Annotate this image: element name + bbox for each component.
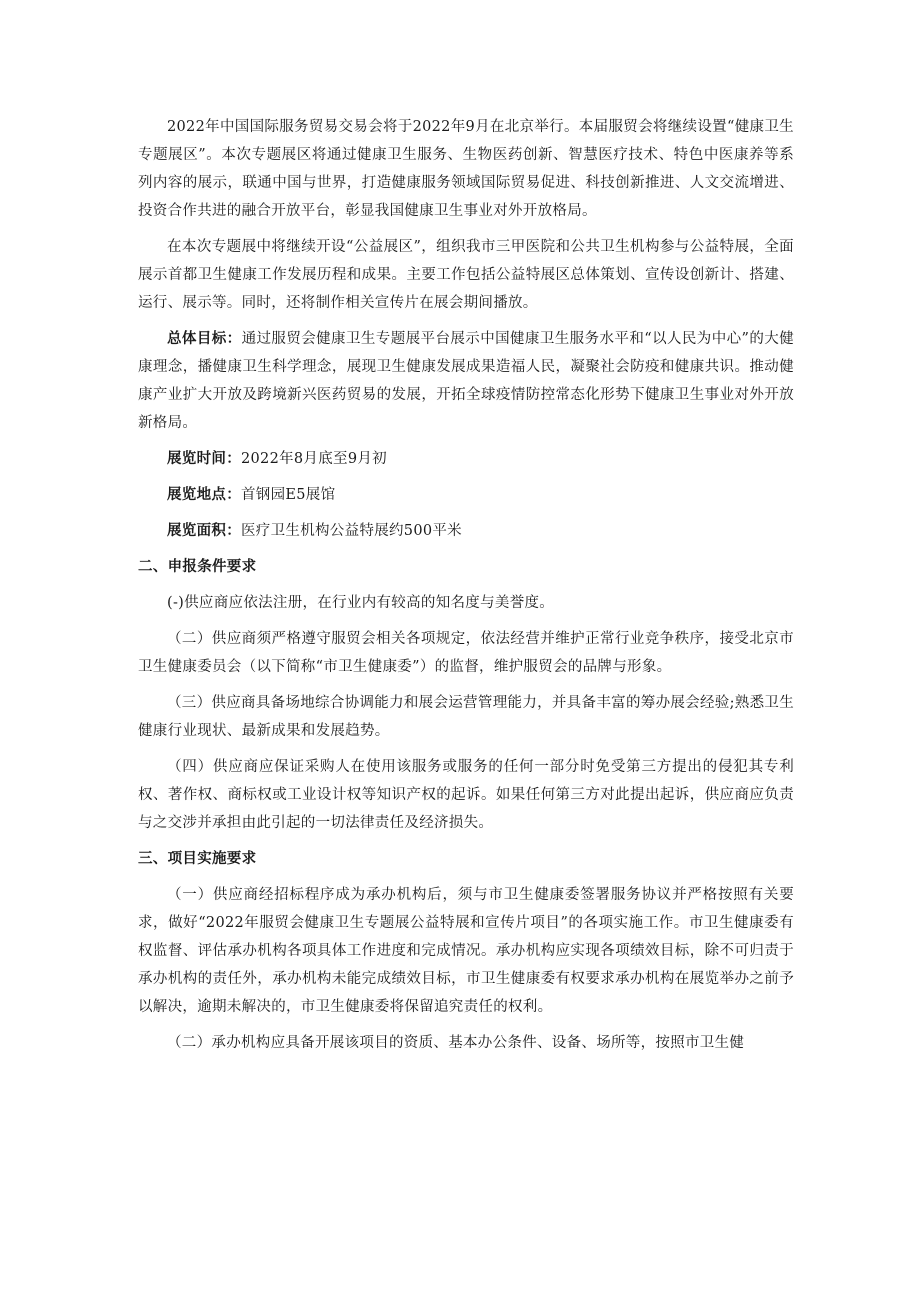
- requirement-item: （三）供应商具备场地综合协调能力和展会运营管理能力，并具备丰富的筹办展会经验;熟悉卫生健康行业现状、最新成果和发展趋势。: [138, 695, 794, 739]
- intro-paragraph-2: 在本次专题展中将继续开设“公益展区”，组织我市三甲医院和公共卫生机构参与公益特展，全面展示首都卫生健康工作发展历程和成果。主要工作包括公益特展区总体策划、宣传设创新计、搭建、运行、展示等。同时，还将制作相关宣传片在展会期间播放。: [138, 239, 794, 311]
- implementation-item: （一）供应商经招标程序成为承办机构后，须与市卫生健康委签署服务协议并严格按照有关要求，做好“2022年服贸会健康卫生专题展公益特展和宣传片项目”的各项实施工作。市卫生健康委有权监督、评估承办机构各项具体工作进度和完成情况。承办机构应实现各项绩效目标，除不可归责于承办机构的责任外，承办机构未能完成绩效目标，市卫生健康委有权要求承办机构在展览举办之前予以解决，逾期未解决的，市卫生健康委将保留追究责任的权利。: [138, 887, 794, 1015]
- place-paragraph: [138, 481, 794, 509]
- requirement-item: (-)供应商应依法注册，在行业内有较高的知名度与美誉度。: [167, 595, 555, 611]
- section-heading-requirements: 二、申报条件要求: [138, 558, 257, 575]
- goal-label: 总体目标：: [167, 330, 242, 347]
- time-paragraph: [138, 445, 794, 473]
- goal-text: 通过服贸会健康卫生专题展平台展示中国健康卫生服务水平和“以人民为中心”的大健康理念，播健康卫生科学理念，展现卫生健康发展成果造福人民，凝聚社会防疫和健康共识。推动健康产业扩大开放及跨境新兴医药贸易的发展，开拓全球疫情防控常态化形势下健康卫生事业对外开放新格局。: [138, 331, 794, 431]
- place-label: 展览地点：: [167, 486, 241, 503]
- area-text: 医疗卫生机构公益特展约500平米: [241, 523, 462, 539]
- intro-paragraph-1: 2022年中国国际服务贸易交易会将于2022年9月在北京举行。本届服贸会将继续设置“健康卫生专题展区”。本次专题展区将通过健康卫生服务、生物医药创新、智慧医疗技术、特色中医康养等系列内容的展示，联通中国与世界，打造健康服务领域国际贸易促进、科技创新推进、人文交流增进、投资合作共进的融合开放平台，彰显我国健康卫生事业对外开放格局。: [138, 119, 794, 219]
- place-text: 首钢园E5展馆: [241, 487, 336, 503]
- document-body: [138, 113, 794, 1065]
- section-heading-implementation: 三、项目实施要求: [138, 850, 257, 867]
- requirement-item: （二）供应商须严格遵守服贸会相关各项规定，依法经营并维护正常行业竞争秩序，接受北京市卫生健康委员会（以下简称“市卫生健康委”）的监督，维护服贸会的品牌与形象。: [138, 631, 794, 675]
- time-text: 2022年8月底至9月初: [241, 451, 387, 467]
- area-paragraph: [138, 517, 794, 545]
- implementation-item: （二）承办机构应具备开展该项目的资质、基本办公条件、设备、场所等，按照市卫生健: [167, 1035, 745, 1051]
- requirement-item: （四）供应商应保证采购人在使用该服务或服务的任何一部分时免受第三方提出的侵犯其专利权、著作权、商标权或工业设计权等知识产权的起诉。如果任何第三方对此提出起诉，供应商应负责与之交涉并承担由此引起的一切法律责任及经济损失。: [138, 759, 794, 831]
- time-label: 展览时间：: [167, 450, 241, 467]
- goal-paragraph: [138, 325, 794, 437]
- area-label: 展览面积：: [167, 522, 241, 539]
